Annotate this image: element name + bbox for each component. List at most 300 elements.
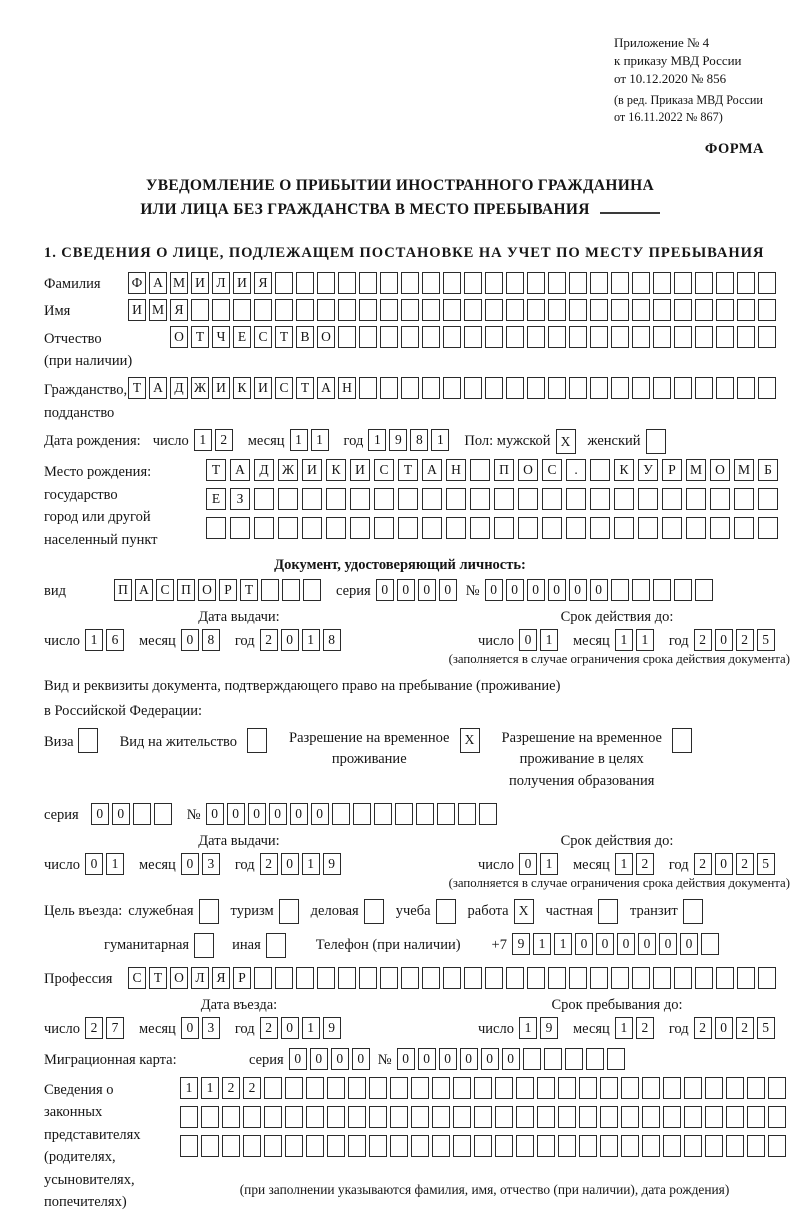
char-box[interactable]: 2 [243,1077,261,1099]
char-box[interactable]: Е [206,488,226,510]
char-box[interactable] [737,377,755,399]
char-box[interactable]: Т [128,377,146,399]
char-box[interactable]: 0 [659,933,677,955]
char-box[interactable] [663,1135,681,1157]
char-box[interactable] [663,1106,681,1128]
char-box[interactable] [516,1135,534,1157]
char-box[interactable]: 2 [215,429,233,451]
char-box[interactable]: Р [219,579,237,601]
char-box[interactable] [206,517,226,539]
char-box[interactable]: 8 [202,629,220,651]
char-box[interactable]: И [254,377,272,399]
char-box[interactable]: Д [254,459,274,481]
char-box[interactable]: 0 [281,853,299,875]
char-box[interactable]: 0 [397,1048,415,1070]
char-box[interactable] [683,899,703,924]
char-box[interactable] [264,1135,282,1157]
char-box[interactable] [518,488,538,510]
char-box[interactable] [548,377,566,399]
char-box[interactable]: 2 [736,629,754,651]
char-box[interactable]: 1 [636,629,654,651]
char-box[interactable]: 0 [519,629,537,651]
char-box[interactable]: 0 [502,1048,520,1070]
char-box[interactable] [348,1106,366,1128]
char-box[interactable] [734,517,754,539]
char-box[interactable] [569,377,587,399]
char-box[interactable] [180,1106,198,1128]
char-box[interactable] [359,299,377,321]
char-box[interactable]: 0 [269,803,287,825]
char-box[interactable] [390,1077,408,1099]
char-box[interactable] [401,299,419,321]
char-box[interactable] [464,299,482,321]
char-box[interactable] [474,1077,492,1099]
char-box[interactable] [474,1135,492,1157]
char-box[interactable] [443,326,461,348]
char-box[interactable] [611,967,629,989]
char-box[interactable]: 2 [85,1017,103,1039]
char-box[interactable] [401,326,419,348]
char-box[interactable] [446,517,466,539]
char-box[interactable] [279,899,299,924]
char-box[interactable]: 0 [715,1017,733,1039]
char-box[interactable] [695,377,713,399]
char-box[interactable] [586,1048,604,1070]
char-box[interactable] [632,326,650,348]
char-box[interactable] [411,1135,429,1157]
char-box[interactable] [474,1106,492,1128]
char-box[interactable] [411,1106,429,1128]
char-box[interactable] [747,1135,765,1157]
char-box[interactable] [579,1135,597,1157]
char-box[interactable] [768,1077,786,1099]
char-box[interactable] [516,1106,534,1128]
char-box[interactable] [374,517,394,539]
char-box[interactable]: 1 [180,1077,198,1099]
char-box[interactable] [254,299,272,321]
char-box[interactable] [737,272,755,294]
char-box[interactable]: Е [233,326,251,348]
char-box[interactable] [600,1077,618,1099]
char-box[interactable] [380,377,398,399]
char-box[interactable]: К [326,459,346,481]
char-box[interactable] [558,1106,576,1128]
char-box[interactable] [266,933,286,958]
char-box[interactable]: О [710,459,730,481]
char-box[interactable]: 2 [736,1017,754,1039]
char-box[interactable] [338,299,356,321]
char-box[interactable] [470,517,490,539]
char-box[interactable]: И [233,272,251,294]
char-box[interactable]: 0 [548,579,566,601]
char-box[interactable] [416,803,434,825]
char-box[interactable] [686,517,706,539]
char-box[interactable] [506,299,524,321]
char-box[interactable]: 0 [569,579,587,601]
char-box[interactable]: 1 [540,853,558,875]
char-box[interactable]: А [149,377,167,399]
char-box[interactable] [380,299,398,321]
char-box[interactable] [453,1106,471,1128]
char-box[interactable] [495,1135,513,1157]
char-box[interactable] [443,967,461,989]
char-box[interactable] [506,377,524,399]
char-box[interactable] [222,1135,240,1157]
char-box[interactable]: 0 [418,1048,436,1070]
char-box[interactable] [705,1106,723,1128]
char-box[interactable] [590,459,610,481]
char-box[interactable]: Л [212,272,230,294]
char-box[interactable]: 2 [260,1017,278,1039]
char-box[interactable] [544,1048,562,1070]
char-box[interactable] [590,326,608,348]
char-box[interactable]: 2 [636,1017,654,1039]
char-box[interactable] [133,803,151,825]
char-box[interactable]: А [149,272,167,294]
char-box[interactable]: 0 [506,579,524,601]
char-box[interactable] [598,899,618,924]
char-box[interactable]: Ж [278,459,298,481]
char-box[interactable]: 0 [376,579,394,601]
char-box[interactable] [395,803,413,825]
char-box[interactable]: 5 [757,853,775,875]
char-box[interactable] [768,1106,786,1128]
char-box[interactable] [306,1106,324,1128]
char-box[interactable] [296,967,314,989]
char-box[interactable] [327,1106,345,1128]
char-box[interactable] [380,326,398,348]
char-box[interactable] [359,326,377,348]
char-box[interactable]: 9 [323,1017,341,1039]
char-box[interactable]: Т [191,326,209,348]
char-box[interactable] [230,517,250,539]
char-box[interactable] [642,1135,660,1157]
char-box[interactable] [662,488,682,510]
char-box[interactable]: 0 [181,1017,199,1039]
char-box[interactable] [222,1106,240,1128]
char-box[interactable] [464,272,482,294]
char-box[interactable] [611,377,629,399]
char-box[interactable]: Н [338,377,356,399]
char-box[interactable]: 0 [85,853,103,875]
char-box[interactable]: 0 [527,579,545,601]
char-box[interactable] [558,1135,576,1157]
char-box[interactable] [390,1106,408,1128]
char-box[interactable]: 1 [201,1077,219,1099]
char-box[interactable] [537,1106,555,1128]
char-box[interactable] [464,967,482,989]
char-box[interactable]: Ж [191,377,209,399]
char-box[interactable]: 0 [460,1048,478,1070]
char-box[interactable]: 0 [281,629,299,651]
char-box[interactable] [701,933,719,955]
char-box[interactable] [264,1106,282,1128]
char-box[interactable] [695,967,713,989]
char-box[interactable]: 1 [85,629,103,651]
char-box[interactable] [758,517,778,539]
char-box[interactable]: 1 [540,629,558,651]
char-box[interactable] [674,272,692,294]
char-box[interactable] [432,1077,450,1099]
char-box[interactable] [154,803,172,825]
char-box[interactable] [494,517,514,539]
char-box[interactable] [350,488,370,510]
char-box[interactable]: 1 [615,1017,633,1039]
char-box[interactable]: 6 [106,629,124,651]
char-box[interactable] [600,1135,618,1157]
char-box[interactable]: 0 [715,629,733,651]
char-box[interactable]: 1 [368,429,386,451]
char-box[interactable] [302,488,322,510]
char-box[interactable] [527,326,545,348]
char-box[interactable]: 0 [680,933,698,955]
char-box[interactable]: Т [240,579,258,601]
char-box[interactable] [380,967,398,989]
char-box[interactable] [621,1106,639,1128]
char-box[interactable] [338,272,356,294]
char-box[interactable]: О [170,967,188,989]
char-box[interactable]: 2 [260,853,278,875]
char-box[interactable] [374,488,394,510]
char-box[interactable] [443,272,461,294]
char-box[interactable] [611,579,629,601]
char-box[interactable] [695,326,713,348]
char-box[interactable] [275,967,293,989]
char-box[interactable] [611,326,629,348]
char-box[interactable]: А [230,459,250,481]
char-box[interactable] [768,1135,786,1157]
char-box[interactable] [306,1135,324,1157]
char-box[interactable]: М [734,459,754,481]
char-box[interactable] [432,1135,450,1157]
char-box[interactable]: X [460,728,480,753]
char-box[interactable] [350,517,370,539]
char-box[interactable] [523,1048,541,1070]
char-box[interactable] [614,517,634,539]
char-box[interactable] [758,299,776,321]
char-box[interactable] [479,803,497,825]
char-box[interactable] [306,1077,324,1099]
char-box[interactable]: 1 [106,853,124,875]
char-box[interactable]: К [614,459,634,481]
char-box[interactable]: Т [398,459,418,481]
char-box[interactable] [566,488,586,510]
char-box[interactable]: Р [662,459,682,481]
char-box[interactable] [674,326,692,348]
char-box[interactable]: Я [212,967,230,989]
char-box[interactable] [485,377,503,399]
char-box[interactable] [338,326,356,348]
char-box[interactable] [348,1135,366,1157]
char-box[interactable]: X [556,429,576,454]
char-box[interactable] [642,1106,660,1128]
char-box[interactable] [590,377,608,399]
char-box[interactable] [558,1077,576,1099]
char-box[interactable]: А [317,377,335,399]
char-box[interactable] [548,326,566,348]
char-box[interactable]: Т [149,967,167,989]
char-box[interactable]: П [177,579,195,601]
char-box[interactable] [565,1048,583,1070]
char-box[interactable] [436,899,456,924]
char-box[interactable] [326,488,346,510]
char-box[interactable]: 1 [311,429,329,451]
char-box[interactable] [470,459,490,481]
char-box[interactable] [422,299,440,321]
char-box[interactable] [527,377,545,399]
char-box[interactable] [485,967,503,989]
char-box[interactable]: С [542,459,562,481]
char-box[interactable] [716,299,734,321]
char-box[interactable] [527,272,545,294]
char-box[interactable]: 0 [439,579,457,601]
char-box[interactable] [758,326,776,348]
char-box[interactable] [359,967,377,989]
char-box[interactable] [710,488,730,510]
char-box[interactable]: 0 [181,629,199,651]
char-box[interactable]: 9 [540,1017,558,1039]
char-box[interactable] [278,517,298,539]
char-box[interactable] [632,967,650,989]
char-box[interactable] [275,272,293,294]
char-box[interactable] [611,299,629,321]
char-box[interactable]: Р [233,967,251,989]
char-box[interactable]: 0 [352,1048,370,1070]
char-box[interactable] [747,1077,765,1099]
char-box[interactable]: И [350,459,370,481]
char-box[interactable] [621,1135,639,1157]
char-box[interactable] [527,967,545,989]
char-box[interactable] [327,1135,345,1157]
char-box[interactable] [327,1077,345,1099]
char-box[interactable]: С [374,459,394,481]
char-box[interactable]: Н [446,459,466,481]
char-box[interactable]: 0 [112,803,130,825]
char-box[interactable] [446,488,466,510]
char-box[interactable] [632,299,650,321]
char-box[interactable] [737,967,755,989]
char-box[interactable]: 2 [260,629,278,651]
char-box[interactable] [632,272,650,294]
char-box[interactable] [495,1077,513,1099]
char-box[interactable] [737,299,755,321]
char-box[interactable] [726,1077,744,1099]
char-box[interactable] [716,967,734,989]
char-box[interactable] [411,1077,429,1099]
char-box[interactable] [646,429,666,454]
char-box[interactable]: 0 [481,1048,499,1070]
char-box[interactable]: 0 [638,933,656,955]
char-box[interactable] [464,326,482,348]
char-box[interactable]: Л [191,967,209,989]
char-box[interactable] [705,1135,723,1157]
char-box[interactable] [437,803,455,825]
char-box[interactable]: 0 [617,933,635,955]
char-box[interactable] [485,326,503,348]
char-box[interactable] [422,272,440,294]
char-box[interactable]: 3 [202,853,220,875]
char-box[interactable]: 0 [91,803,109,825]
char-box[interactable]: 5 [757,1017,775,1039]
char-box[interactable] [548,299,566,321]
char-box[interactable]: Т [275,326,293,348]
char-box[interactable] [653,326,671,348]
char-box[interactable] [726,1135,744,1157]
char-box[interactable] [653,377,671,399]
char-box[interactable] [579,1077,597,1099]
char-box[interactable] [695,272,713,294]
char-box[interactable] [758,967,776,989]
char-box[interactable]: . [566,459,586,481]
char-box[interactable]: 7 [106,1017,124,1039]
char-box[interactable] [653,967,671,989]
char-box[interactable]: 2 [222,1077,240,1099]
char-box[interactable]: М [149,299,167,321]
char-box[interactable] [282,579,300,601]
char-box[interactable] [369,1106,387,1128]
char-box[interactable] [566,517,586,539]
char-box[interactable] [422,377,440,399]
char-box[interactable] [254,488,274,510]
char-box[interactable]: 0 [290,803,308,825]
char-box[interactable] [243,1135,261,1157]
char-box[interactable]: 9 [389,429,407,451]
char-box[interactable] [338,967,356,989]
char-box[interactable]: 0 [590,579,608,601]
char-box[interactable] [684,1135,702,1157]
char-box[interactable] [212,299,230,321]
char-box[interactable] [758,272,776,294]
char-box[interactable] [326,517,346,539]
char-box[interactable] [390,1135,408,1157]
char-box[interactable] [443,377,461,399]
char-box[interactable]: С [156,579,174,601]
char-box[interactable]: Я [170,299,188,321]
char-box[interactable] [453,1135,471,1157]
char-box[interactable] [261,579,279,601]
char-box[interactable] [317,967,335,989]
char-box[interactable]: Ф [128,272,146,294]
char-box[interactable] [518,517,538,539]
char-box[interactable] [380,272,398,294]
char-box[interactable] [470,488,490,510]
char-box[interactable] [398,517,418,539]
char-box[interactable] [243,1106,261,1128]
char-box[interactable]: 1 [533,933,551,955]
char-box[interactable] [401,272,419,294]
char-box[interactable]: 0 [485,579,503,601]
char-box[interactable] [642,1077,660,1099]
char-box[interactable] [638,517,658,539]
char-box[interactable] [254,967,272,989]
char-box[interactable]: Б [758,459,778,481]
char-box[interactable] [590,272,608,294]
char-box[interactable] [443,299,461,321]
char-box[interactable]: 0 [397,579,415,601]
char-box[interactable] [726,1106,744,1128]
char-box[interactable] [663,1077,681,1099]
char-box[interactable] [506,326,524,348]
char-box[interactable]: 0 [715,853,733,875]
char-box[interactable]: 2 [694,629,712,651]
char-box[interactable]: 2 [636,853,654,875]
char-box[interactable] [632,579,650,601]
char-box[interactable]: 0 [519,853,537,875]
char-box[interactable]: 8 [410,429,428,451]
char-box[interactable]: О [317,326,335,348]
char-box[interactable]: 9 [323,853,341,875]
char-box[interactable] [638,488,658,510]
